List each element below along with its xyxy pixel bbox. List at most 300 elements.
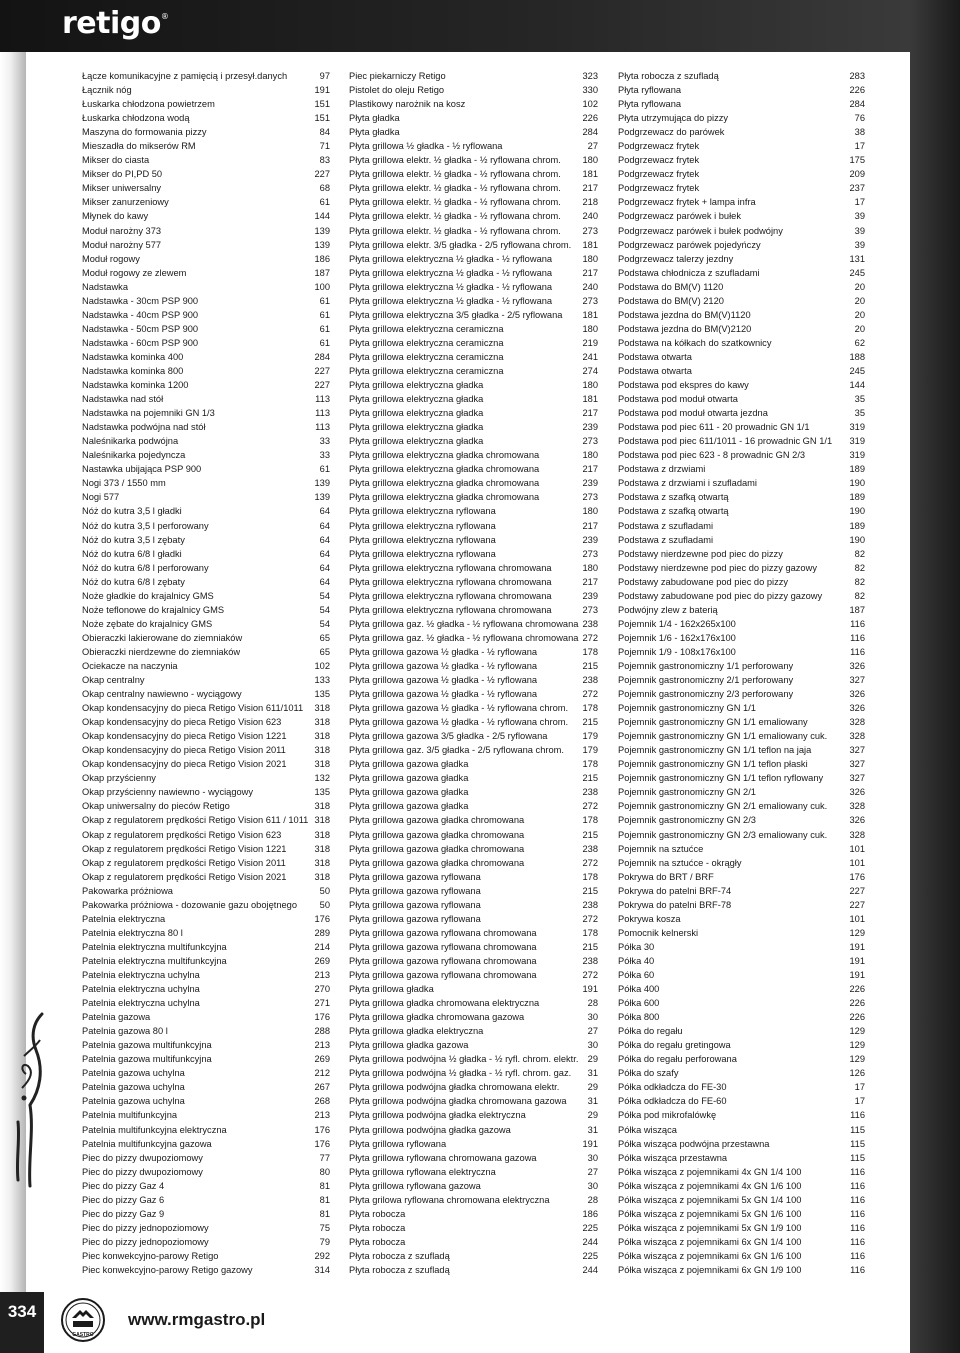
index-entry <box>82 842 330 856</box>
entry-label: Patelnia multifunkcyjna elektryczna <box>82 1124 227 1135</box>
index-entry <box>349 982 598 996</box>
entry-label: Patelnia gazowa uchylna <box>82 1068 185 1079</box>
entry-page-number: 189 <box>849 520 865 531</box>
entry-label: Płyta grillowa gazowa ½ gładka - ½ ryflowana chrom. <box>349 703 569 714</box>
index-entry <box>82 420 330 434</box>
entry-page-number: 239 <box>582 478 598 489</box>
index-entry <box>349 1080 598 1094</box>
entry-label: Nóż do kutra 6/8 l gładki <box>82 548 182 559</box>
entry-page-number: 129 <box>849 1040 865 1051</box>
entry-page-number: 139 <box>314 239 330 250</box>
entry-page-number: 61 <box>319 464 330 475</box>
index-entry <box>349 659 598 673</box>
index-entry <box>82 701 330 715</box>
entry-page-number: 20 <box>854 309 865 320</box>
index-entry <box>349 83 598 97</box>
entry-page-number: 81 <box>319 1194 330 1205</box>
entry-label: Pojemnik gastronomiczny GN 2/3 <box>618 815 756 826</box>
entry-label: Łuskarka chłodzona wodą <box>82 113 190 124</box>
entry-page-number: 39 <box>854 225 865 236</box>
entry-label: Pojemnik gastronomiczny GN 1/1 teflon ryflowany <box>618 773 824 784</box>
entry-page-number: 191 <box>849 970 865 980</box>
index-entry <box>82 308 330 322</box>
entry-page-number: 33 <box>319 436 330 447</box>
entry-label: Płyta grillowa elektr. ½ gładka - ½ ryflowana chrom. <box>349 225 561 236</box>
entry-label: Półka wisząca z pojemnikami 5x GN 1/6 100 <box>618 1208 802 1219</box>
index-entry <box>618 743 865 757</box>
entry-page-number: 212 <box>314 1068 330 1079</box>
index-entry <box>618 1080 865 1094</box>
entry-label: Płyta grillowa elektryczna ryflowana <box>349 506 496 517</box>
entry-page-number: 180 <box>582 450 598 461</box>
index-entry <box>618 575 865 589</box>
index-entry <box>82 1193 330 1207</box>
entry-page-number: 326 <box>849 689 865 700</box>
index-entry <box>82 645 330 659</box>
entry-label: Mikser uniwersalny <box>82 183 162 194</box>
entry-label: Noże teflonowe do krajalnicy GMS <box>82 604 225 615</box>
entry-label: Płyta grillowa gazowa gładka chromowana <box>349 857 525 868</box>
index-entry <box>349 1038 598 1052</box>
entry-page-number: 81 <box>319 1180 330 1191</box>
index-column-3 <box>618 69 865 1277</box>
entry-label: Płyta grillowa elektr. ½ gładka - ½ ryflowana chrom. <box>349 169 561 180</box>
entry-label: Pojemnik gastronomiczny 1/1 perforowany <box>618 660 794 671</box>
index-entry <box>82 771 330 785</box>
entry-page-number: 31 <box>587 1068 598 1079</box>
entry-page-number: 116 <box>850 1180 865 1191</box>
index-entry <box>618 195 865 209</box>
entry-page-number: 50 <box>319 885 330 896</box>
entry-page-number: 113 <box>315 422 330 433</box>
index-entry <box>349 434 598 448</box>
entry-page-number: 61 <box>319 337 330 348</box>
index-entry <box>82 996 330 1010</box>
entry-label: Patelnia elektryczna uchylna <box>82 970 200 980</box>
entry-page-number: 65 <box>319 646 330 657</box>
index-entry <box>82 799 330 813</box>
index-entry <box>618 968 865 982</box>
index-entry <box>618 280 865 294</box>
index-entry <box>618 69 865 83</box>
index-entry <box>82 519 330 533</box>
index-entry <box>349 139 598 153</box>
entry-page-number: 101 <box>849 857 865 868</box>
index-entry <box>618 1151 865 1165</box>
entry-label: Płyta grilowa ryflowana chromowana elektryczna <box>349 1194 550 1205</box>
entry-page-number: 116 <box>850 632 865 643</box>
entry-page-number: 116 <box>850 1166 865 1177</box>
entry-page-number: 213 <box>314 1040 330 1051</box>
index-column-2 <box>349 69 598 1277</box>
entry-label: Nogi 373 / 1550 mm <box>82 478 166 489</box>
entry-page-number: 102 <box>314 660 330 671</box>
entry-page-number: 35 <box>854 408 865 419</box>
entry-label: Półka do szafy <box>618 1068 679 1079</box>
entry-page-number: 116 <box>850 1222 865 1233</box>
entry-page-number: 187 <box>849 604 865 615</box>
index-entry <box>618 547 865 561</box>
entry-label: Półka wisząca z pojemnikami 4x GN 1/4 100 <box>618 1166 802 1177</box>
index-entry <box>349 153 598 167</box>
entry-label: Patelnia multifunkcyjna gazowa <box>82 1138 212 1149</box>
entry-page-number: 209 <box>849 169 865 180</box>
entry-label: Płyta grillowa elektryczna gładka <box>349 408 484 419</box>
entry-label: Płyta grillowa elektryczna ceramiczna <box>349 351 504 362</box>
index-entry <box>349 954 598 968</box>
entry-label: Płyta grillowa gazowa ½ gładka - ½ ryflowana <box>349 646 538 657</box>
entry-label: Płyta grillowa elektryczna ½ gładka - ½ ryflowana <box>349 253 553 264</box>
index-entry <box>349 336 598 350</box>
entry-label: Łuskarka chłodzona powietrzem <box>82 99 215 110</box>
entry-label: Pokrywa do patelni BRF-78 <box>618 899 732 910</box>
entry-page-number: 115 <box>850 1138 865 1149</box>
entry-label: Patelnia multifunkcyjna <box>82 1110 178 1121</box>
entry-page-number: 215 <box>582 773 598 784</box>
entry-label: Mikser do PI,PD 50 <box>82 169 163 180</box>
entry-page-number: 76 <box>854 113 865 124</box>
index-entry <box>82 813 330 827</box>
entry-label: Pojemnik 1/9 - 108x176x100 <box>618 646 736 657</box>
entry-page-number: 61 <box>319 197 330 208</box>
entry-page-number: 80 <box>319 1166 330 1177</box>
entry-label: Podstawa otwarta <box>618 351 692 362</box>
entry-page-number: 139 <box>314 492 330 503</box>
entry-label: Patelnia gazowa uchylna <box>82 1096 185 1107</box>
entry-label: Okap centralny nawiewno - wyciągowy <box>82 689 242 700</box>
index-entry <box>82 870 330 884</box>
entry-label: Patelnia elektryczna <box>82 913 166 924</box>
index-entry <box>349 490 598 504</box>
index-entry <box>618 519 865 533</box>
entry-label: Podgrzewacz do parówek <box>618 127 725 138</box>
index-entry <box>82 280 330 294</box>
entry-page-number: 144 <box>314 211 330 222</box>
entry-label: Nóż do kutra 3,5 l perforowany <box>82 520 209 531</box>
page-number: 334 <box>7 1302 37 1321</box>
entry-label: Płyta grillowa elektryczna ryflowana chromowana <box>349 590 552 601</box>
index-entry <box>618 125 865 139</box>
website-link[interactable]: www.rmgastro.pl <box>128 1310 266 1329</box>
index-entry <box>618 603 865 617</box>
entry-page-number: 71 <box>319 141 330 152</box>
index-entry <box>618 209 865 223</box>
index-entry <box>82 533 330 547</box>
entry-label: Półka odkładcza do FE-60 <box>618 1096 727 1107</box>
entry-label: Podstawa pod piec 611 - 20 prowadnic GN 1/1 <box>618 422 810 433</box>
index-entry <box>618 856 865 870</box>
entry-page-number: 272 <box>582 970 598 980</box>
entry-page-number: 227 <box>849 899 865 910</box>
index-column-1 <box>82 69 330 1277</box>
entry-page-number: 39 <box>854 211 865 222</box>
index-entry <box>82 1137 330 1151</box>
index-entry <box>618 533 865 547</box>
index-entry <box>349 940 598 954</box>
index-entry <box>82 729 330 743</box>
entry-label: Płyta robocza <box>349 1222 406 1233</box>
entry-page-number: 116 <box>850 1194 865 1205</box>
entry-label: Płyta grillowa ½ gładka - ½ ryflowana <box>349 141 503 152</box>
index-entry <box>349 884 598 898</box>
entry-label: Podstawa na kółkach do szatkownicy <box>618 337 772 348</box>
index-entry <box>82 631 330 645</box>
entry-page-number: 319 <box>849 422 865 433</box>
entry-page-number: 68 <box>319 183 330 194</box>
entry-page-number: 61 <box>319 295 330 306</box>
entry-page-number: 215 <box>582 660 598 671</box>
entry-label: Pakowarka próżniowa - dozowanie gazu obojętnego <box>82 899 297 910</box>
entry-label: Pistolet do oleju Retigo <box>349 85 445 96</box>
index-entry <box>82 1235 330 1249</box>
entry-label: Płyta grillowa elektryczna ceramiczna <box>349 365 504 376</box>
entry-page-number: 129 <box>849 927 865 938</box>
entry-label: Podgrzewacz frytek <box>618 183 700 194</box>
index-entry <box>618 153 865 167</box>
entry-label: Płyta grillowa elektr. ½ gładka - ½ ryflowana chrom. <box>349 197 561 208</box>
entry-page-number: 179 <box>582 731 598 742</box>
entry-page-number: 31 <box>587 1096 598 1107</box>
index-entry <box>349 1010 598 1024</box>
entry-label: Płyta grillowa elektryczna gładka <box>349 422 484 433</box>
entry-label: Pojemnik na sztućce <box>618 843 704 854</box>
entry-label: Pomocnik kelnerski <box>618 927 699 938</box>
index-entry <box>82 392 330 406</box>
index-entry <box>618 673 865 687</box>
entry-label: Płyta grillowa elektryczna ceramiczna <box>349 323 504 334</box>
entry-page-number: 244 <box>582 1236 598 1247</box>
entry-label: Naleśnikarka pojedyncza <box>82 450 186 461</box>
entry-label: Półka wisząca <box>618 1124 677 1135</box>
index-entry <box>349 631 598 645</box>
index-entry <box>349 898 598 912</box>
entry-page-number: 217 <box>582 183 598 194</box>
entry-page-number: 273 <box>582 436 598 447</box>
entry-page-number: 82 <box>854 576 865 587</box>
index-entry <box>82 504 330 518</box>
entry-label: Podstawa pod moduł otwarta jezdna <box>618 408 768 419</box>
entry-page-number: 227 <box>314 380 330 391</box>
entry-page-number: 176 <box>849 871 865 882</box>
entry-label: Okap kondensacyjny do pieca Retigo Vision 623 <box>82 717 282 728</box>
index-entry <box>82 181 330 195</box>
entry-label: Mikser do ciasta <box>82 155 150 166</box>
entry-page-number: 226 <box>582 113 598 124</box>
index-entry <box>618 631 865 645</box>
entry-page-number: 272 <box>582 913 598 924</box>
entry-label: Półka 30 <box>618 941 655 952</box>
entry-label: Płyta grillowa gazowa ryflowana <box>349 885 481 896</box>
entry-page-number: 273 <box>582 492 598 503</box>
entry-label: Płyta grillowa gładka chromowana gazowa <box>349 1012 525 1023</box>
entry-page-number: 33 <box>319 450 330 461</box>
entry-label: Płyta grillowa gazowa ½ gładka - ½ ryflowana <box>349 660 538 671</box>
entry-label: Półka wisząca z pojemnikami 5x GN 1/4 100 <box>618 1194 802 1205</box>
index-entry <box>349 912 598 926</box>
entry-label: Ociekacze na naczynia <box>82 660 178 671</box>
index-entry <box>618 1165 865 1179</box>
entry-page-number: 191 <box>849 955 865 966</box>
entry-page-number: 213 <box>314 970 330 980</box>
index-entry <box>618 1094 865 1108</box>
entry-label: Płyta grillowa gazowa ryflowana chromowana <box>349 970 537 980</box>
entry-page-number: 328 <box>849 829 865 840</box>
entry-label: Pojemnik gastronomiczny GN 1/1 teflon na jaja <box>618 745 812 756</box>
entry-label: Piec konwekcyjno-parowy Retigo <box>82 1250 219 1261</box>
index-entry <box>349 504 598 518</box>
index-entry <box>82 490 330 504</box>
entry-label: Płyta grillowa elektryczna ½ gładka - ½ ryflowana <box>349 281 553 292</box>
index-entry <box>618 813 865 827</box>
retigo-logo <box>62 6 168 41</box>
entry-label: Płyta robocza <box>349 1236 406 1247</box>
index-entry <box>618 561 865 575</box>
entry-page-number: 81 <box>319 1208 330 1219</box>
index-entry <box>349 729 598 743</box>
entry-page-number: 327 <box>849 759 865 770</box>
index-entry <box>618 912 865 926</box>
entry-page-number: 245 <box>849 365 865 376</box>
entry-label: Półka wisząca z pojemnikami 4x GN 1/6 100 <box>618 1180 802 1191</box>
entry-page-number: 61 <box>319 309 330 320</box>
index-entry <box>82 673 330 687</box>
entry-page-number: 20 <box>854 323 865 334</box>
entry-label: Nadstawka - 40cm PSP 900 <box>82 309 199 320</box>
entry-page-number: 319 <box>849 450 865 461</box>
entry-page-number: 318 <box>314 815 330 826</box>
entry-label: Płyta grillowa gaz. ½ gładka - ½ ryflowana chromowana <box>349 632 579 643</box>
entry-label: Pojemnik na sztućce - okrągły <box>618 857 742 868</box>
entry-label: Podstawa z szafką otwartą <box>618 492 729 503</box>
index-entry <box>349 364 598 378</box>
index-entry <box>618 434 865 448</box>
entry-label: Nóż do kutra 6/8 l zębaty <box>82 576 185 587</box>
entry-label: Płyta grillowa elektryczna ryflowana <box>349 520 496 531</box>
entry-label: Noże gładkie do krajalnicy GMS <box>82 590 214 601</box>
entry-label: Płyta grillowa ryflowana <box>349 1138 447 1149</box>
index-entry <box>618 898 865 912</box>
entry-label: Nóż do kutra 6/8 l perforowany <box>82 562 209 573</box>
index-entry <box>349 97 598 111</box>
entry-page-number: 273 <box>582 225 598 236</box>
index-entry <box>82 561 330 575</box>
entry-label: Półka wisząca podwójna przestawna <box>618 1138 770 1149</box>
entry-label: Okap uniwersalny do pieców Retigo <box>82 801 230 812</box>
entry-label: Patelnia elektryczna multifunkcyjna <box>82 955 227 966</box>
index-entry <box>82 97 330 111</box>
index-entry <box>618 1123 865 1137</box>
entry-page-number: 271 <box>314 998 330 1009</box>
entry-page-number: 225 <box>582 1222 598 1233</box>
index-entry <box>618 406 865 420</box>
entry-label: Patelnia elektryczna uchylna <box>82 984 200 995</box>
index-entry <box>349 870 598 884</box>
entry-page-number: 175 <box>849 155 865 166</box>
entry-label: Podgrzewacz frytek <box>618 169 700 180</box>
index-entry <box>82 1179 330 1193</box>
index-entry <box>82 743 330 757</box>
entry-label: Płyta grillowa gazowa gładka <box>349 801 469 812</box>
entry-label: Półka do regału <box>618 1026 683 1037</box>
entry-label: Płyta grillowa elektryczna gładka <box>349 436 484 447</box>
index-entry <box>618 1207 865 1221</box>
entry-page-number: 129 <box>849 1026 865 1037</box>
index-entry <box>618 954 865 968</box>
index-entry <box>618 308 865 322</box>
entry-page-number: 17 <box>854 1096 865 1107</box>
entry-page-number: 30 <box>587 1012 598 1023</box>
entry-page-number: 318 <box>314 871 330 882</box>
entry-page-number: 327 <box>849 773 865 784</box>
index-entry <box>618 504 865 518</box>
entry-page-number: 35 <box>854 394 865 405</box>
entry-page-number: 116 <box>850 1110 865 1121</box>
entry-page-number: 217 <box>582 408 598 419</box>
entry-page-number: 238 <box>582 675 598 686</box>
index-entry <box>618 1108 865 1122</box>
entry-page-number: 238 <box>582 787 598 798</box>
right-side-bar <box>910 0 960 1353</box>
entry-label: Pokrywa do BRT / BRF <box>618 871 714 882</box>
index-entry <box>82 715 330 729</box>
entry-page-number: 181 <box>582 394 598 405</box>
entry-label: Nadstawka - 50cm PSP 900 <box>82 323 199 334</box>
index-entry <box>618 111 865 125</box>
index-entry <box>349 1235 598 1249</box>
entry-page-number: 17 <box>854 197 865 208</box>
entry-page-number: 116 <box>850 1264 865 1275</box>
index-entry <box>618 996 865 1010</box>
entry-label: Płyta grillowa elektryczna ryflowana chromowana <box>349 576 552 587</box>
entry-label: Półka wisząca z pojemnikami 6x GN 1/6 100 <box>618 1250 802 1261</box>
entry-label: Piec konwekcyjno-parowy Retigo gazowy <box>82 1264 253 1275</box>
index-entry <box>82 195 330 209</box>
index-entry <box>82 1038 330 1052</box>
entry-label: Płyta grillowa elektryczna gładka chromowana <box>349 478 540 489</box>
entry-page-number: 327 <box>849 745 865 756</box>
entry-page-number: 318 <box>314 731 330 742</box>
entry-label: Płyta grillowa gładka gazowa <box>349 1040 469 1051</box>
entry-label: Płyta grillowa gaz. 3/5 gładka - 2/5 ryflowana chrom. <box>349 745 564 756</box>
entry-label: Płyta grillowa ryflowana elektryczna <box>349 1166 496 1177</box>
index-entry <box>349 603 598 617</box>
entry-label: Podgrzewacz parówek i bułek <box>618 211 741 222</box>
entry-page-number: 284 <box>314 351 330 362</box>
entry-label: Okap z regulatorem prędkości Retigo Vision 2021 <box>82 871 287 882</box>
entry-page-number: 116 <box>850 1250 865 1261</box>
entry-page-number: 178 <box>582 871 598 882</box>
entry-label: Nadstawka kominka 1200 <box>82 380 189 391</box>
index-entry <box>82 378 330 392</box>
entry-label: Podstawy nierdzewne pod piec do pizzy <box>618 548 783 559</box>
index-entry <box>618 1249 865 1263</box>
entry-label: Pojemnik gastronomiczny GN 2/1 emaliowany cuk. <box>618 801 828 812</box>
entry-page-number: 267 <box>314 1082 330 1093</box>
index-entry <box>618 476 865 490</box>
entry-page-number: 191 <box>314 85 330 96</box>
index-entry <box>349 1263 598 1277</box>
index-entry <box>349 799 598 813</box>
index-entry <box>618 785 865 799</box>
entry-page-number: 327 <box>849 675 865 686</box>
index-entry <box>349 392 598 406</box>
entry-page-number: 139 <box>314 225 330 236</box>
index-entry <box>618 617 865 631</box>
entry-label: Płyta grillowa elektryczna ½ gładka - ½ ryflowana <box>349 267 553 278</box>
index-entry <box>618 842 865 856</box>
entry-page-number: 238 <box>582 899 598 910</box>
index-entry <box>82 252 330 266</box>
